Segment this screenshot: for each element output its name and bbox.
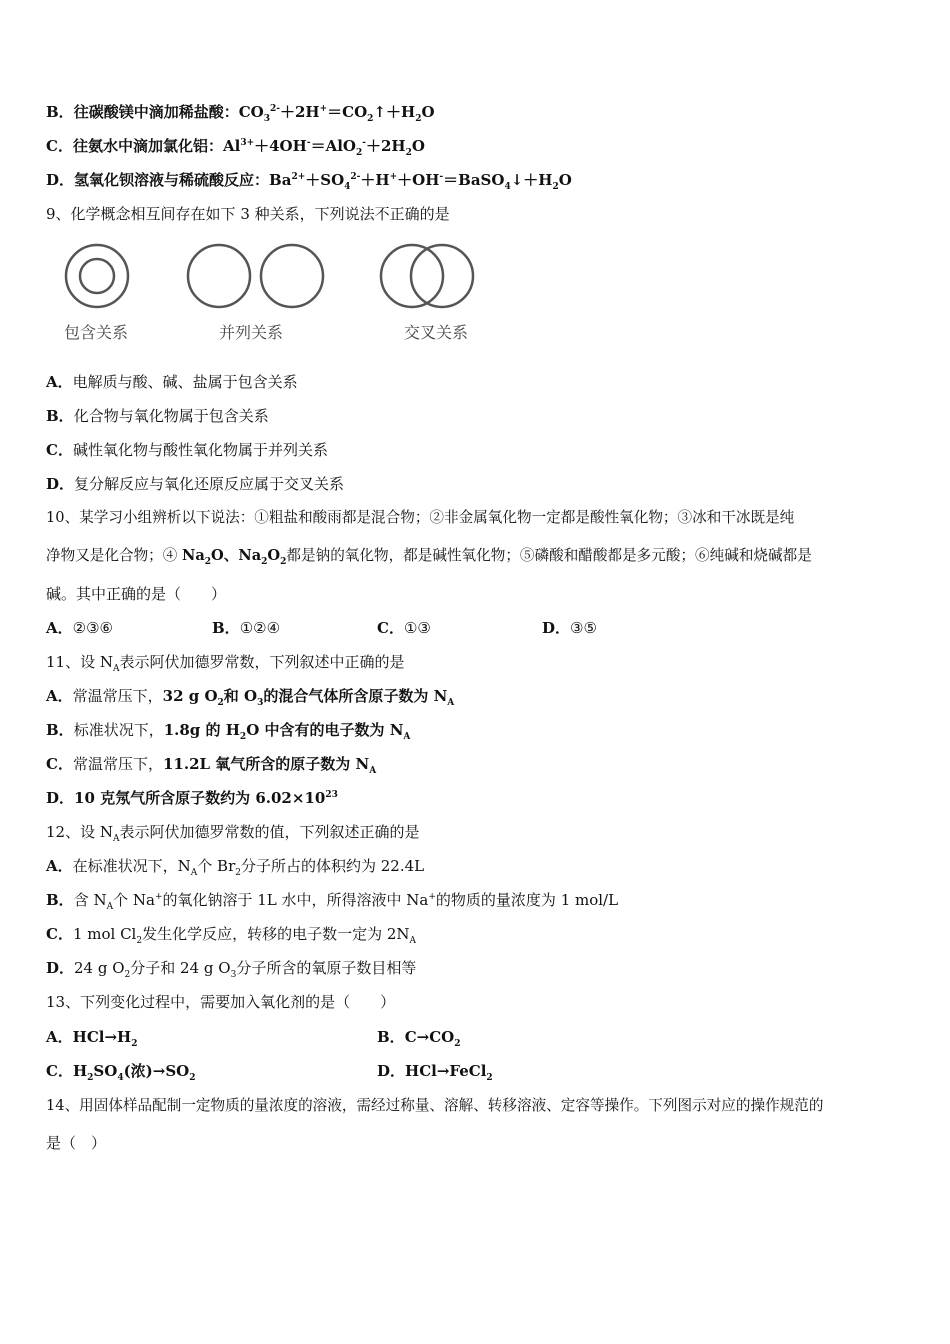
containment-diagram: [66, 245, 128, 307]
q10-stem-line3: 碱。其中正确的是（ ）: [46, 585, 227, 603]
q10-stem-line2: 净物又是化合物；④ $Na_2O$、$Na_2O_2$都是钠的氧化物，都是碱性氧化物；⑤磷酸和醋酸都是多元酸；⑥纯碱和烧碱都是: [46, 547, 812, 567]
q12-option-a: A．在标准状况下，$N_A$个 $Br_2$分子所占的体积约为 22.4L: [46, 857, 425, 878]
q10-option-b: B．①②④: [212, 619, 281, 637]
diagram-label-intersection: 交叉关系: [404, 323, 469, 342]
q9-option-b: B．化合物与氧化物属于包含关系: [46, 407, 269, 425]
q8-option-c: C．往氨水中滴加氯化铝：$Al^{3+}+4OH^-=AlO_2^-+2H_2O$: [46, 137, 425, 158]
q11-option-c: C．常温常压下，11.2L 氧气所含的原子数为 $N_A$: [46, 755, 377, 776]
q8-option-d: D．氢氧化钡溶液与稀硫酸反应：$Ba^{2+}+SO_4^{2-}+H^++OH^-=BaSO_4↓+H_2O$: [46, 171, 572, 192]
q10-option-c: C．①③: [377, 619, 431, 637]
q8-option-b: B．往碳酸镁中滴加稀盐酸：$CO_3^{2-}+2H^+=CO_2↑+H_2O$: [46, 103, 435, 124]
q13-option-b: B．$C\to CO_2$: [377, 1028, 461, 1049]
diagram-label-containment: 包含关系: [64, 323, 129, 342]
q13-option-d: D．HCl→FeCl$_2$: [377, 1062, 493, 1083]
q10-option-d: D．③⑤: [542, 619, 597, 637]
q13-option-a: A．$HCl\to H_2$: [46, 1028, 138, 1049]
q12-stem: 12、设 $N_A$表示阿伏加德罗常数的值，下列叙述正确的是: [46, 823, 420, 844]
q12-option-b: B．含 $N_A$个 Na+的氧化钠溶于 1L 水中，所得溶液中 Na+的物质的量浓度为 1 mol/L: [46, 891, 619, 912]
q9-stem: 9、化学概念相互间存在如下 3 种关系，下列说法不正确的是: [46, 205, 450, 223]
parallel-diagram: [188, 245, 323, 307]
q12-option-d: D．24 g $O_2$分子和 24 g $O_3$分子所含的氧原子数目相等: [46, 959, 417, 980]
relationship-diagram: [56, 238, 496, 350]
q14-stem-line1: 14、用固体样品配制一定物质的量浓度的溶液，需经过称量、溶解、转移溶液、定容等操作。下列图示对应的操作规范的: [46, 1097, 824, 1114]
q11-option-a: A．常温常压下，32 g $O_2$和 $O_3$的混合气体所含原子数为 $N_A$: [46, 687, 455, 708]
q12-option-c: C．1 mol $Cl_2$发生化学反应，转移的电子数一定为 $2N_A$: [46, 925, 417, 946]
q11-option-b: B．标准状况下，1.8g 的 $H_2O$ 中含有的电子数为 $N_A$: [46, 721, 411, 742]
diagram-label-parallel: 并列关系: [219, 323, 284, 342]
intersection-diagram: [381, 245, 473, 307]
q9-option-d: D．复分解反应与氧化还原反应属于交叉关系: [46, 475, 345, 493]
q11-stem: 11、设 $N_A$表示阿伏加德罗常数，下列叙述中正确的是: [46, 653, 405, 674]
q13-stem: 13、下列变化过程中，需要加入氧化剂的是（ ）: [46, 993, 396, 1011]
q9-option-a: A．电解质与酸、碱、盐属于包含关系: [46, 373, 298, 391]
q10-option-a: A．②③⑥: [46, 619, 113, 637]
q14-stem-line2: 是（ ）: [46, 1134, 107, 1152]
q10-stem-line1: 10、某学习小组辨析以下说法：①粗盐和酸雨都是混合物；②非金属氧化物一定都是酸性氧化物；③冰和干冰既是纯: [46, 509, 795, 526]
q11-option-d: D．10 克氖气所含原子数约为 $6.02\times 10^{23}$: [46, 789, 338, 807]
q13-option-c: C．$H_2SO_4$(浓)$\to SO_2$: [46, 1062, 196, 1083]
q9-option-c: C．碱性氧化物与酸性氧化物属于并列关系: [46, 441, 328, 459]
